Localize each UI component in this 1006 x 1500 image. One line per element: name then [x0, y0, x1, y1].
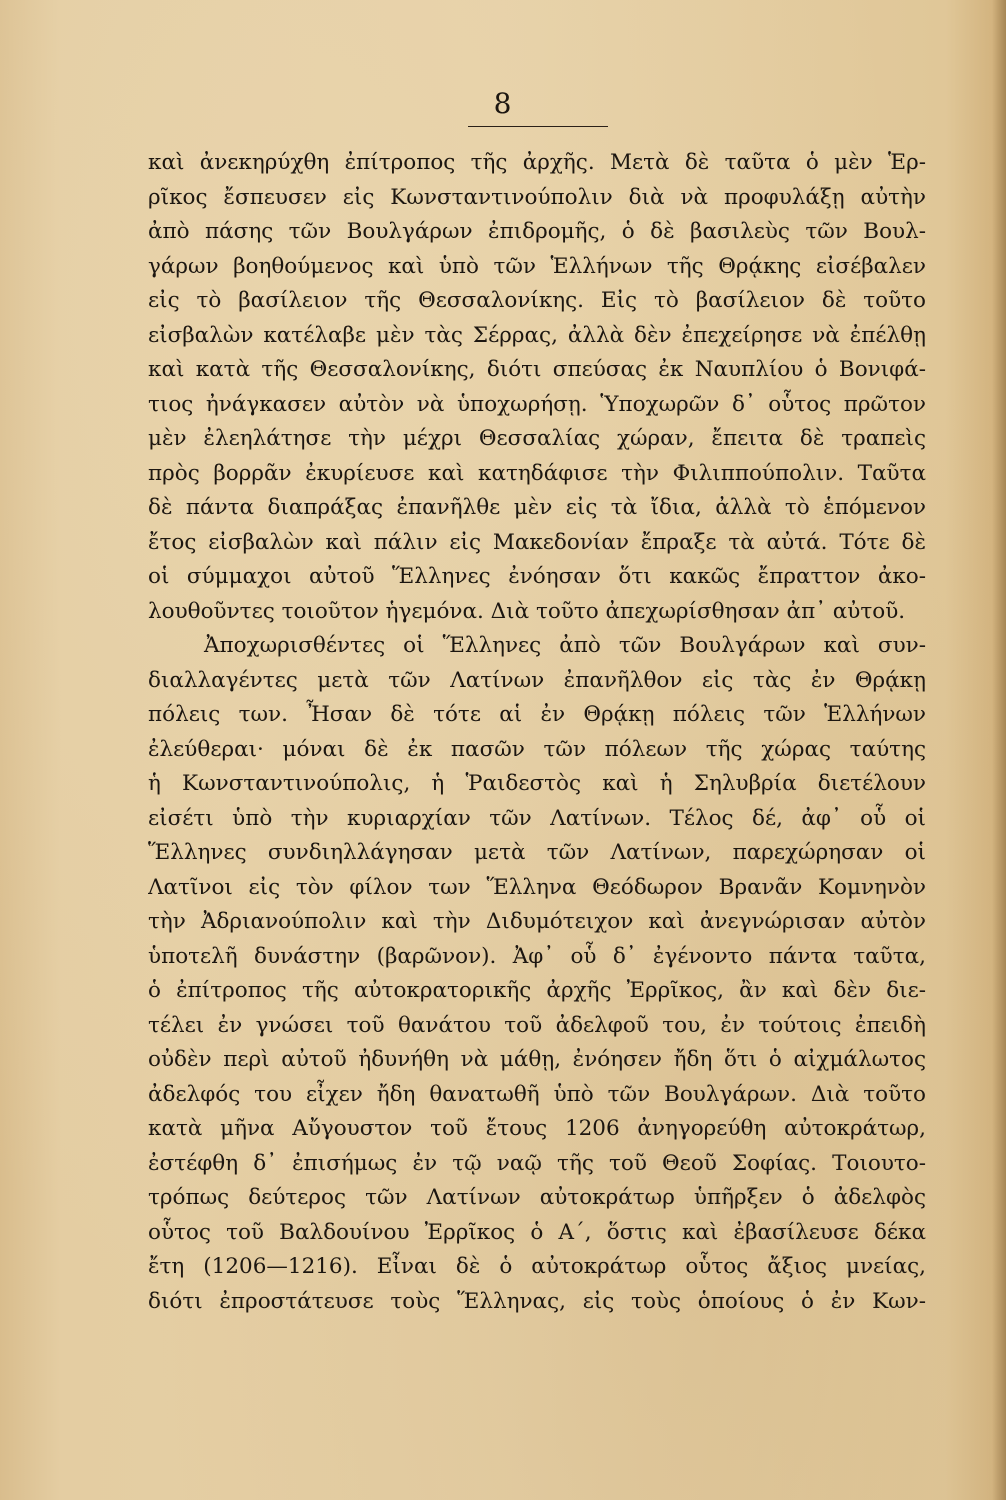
- text-line: διαλλαγέντες μετὰ τῶν Λατίνων ἐπανῆλθον εἰς τὰς ἐν Θρᾴκῃ: [148, 667, 926, 693]
- text-line: ρῖκος ἔσπευσεν εἰς Κωνσταντινούπολιν διὰ νὰ προφυλάξῃ αὐτὴν: [148, 184, 926, 210]
- paragraph-start-line: Ἀποχωρισθέντες οἱ Ἕλληνες ἀπὸ τῶν Βουλγάρων καὶ συν-: [204, 633, 926, 658]
- text-line: εἰσβαλὼν κατέλαβε μὲν τὰς Σέρρας, ἀλλὰ δὲν ἐπεχείρησε νὰ ἐπέλθῃ: [148, 322, 926, 348]
- text-line: τρόπως δεύτερος τῶν Λατίνων αὐτοκράτωρ ὑπῆρξεν ὁ ἀδελφὸς: [148, 1185, 926, 1210]
- text-line: διότι ἐπροστάτευσε τοὺς Ἕλληνας, εἰς τοὺς ὁποίους ὁ ἐν Κων-: [148, 1288, 926, 1314]
- text-line: λουθοῦντες τοιοῦτον ἡγεμόνα. Διὰ τοῦτο ἀπεχωρίσθησαν ἀπ᾽ αὐτοῦ.: [148, 598, 906, 624]
- text-line: Λατῖνοι εἰς τὸν φίλον των Ἕλληνα Θεόδωρον Βρανᾶν Κομνηνὸν: [148, 874, 926, 900]
- text-line: ἔτος εἰσβαλὼν καὶ πάλιν εἰς Μακεδονίαν ἔπραξε τὰ αὐτά. Τότε δὲ: [148, 529, 926, 555]
- text-line: οἱ σύμμαχοι αὐτοῦ Ἕλληνες ἐνόησαν ὅτι κακῶς ἔπραττον ἀκο-: [148, 564, 926, 589]
- text-line: ἡ Κωνσταντινούπολις, ἡ Ῥαιδεστὸς καὶ ἡ Σηλυβρία διετέλουν: [148, 771, 926, 796]
- text-line: ὑποτελῆ δυνάστην (βαρῶνον). Ἀφ᾽ οὗ δ᾽ ἐγένοντο πάντα ταῦτα,: [148, 943, 926, 969]
- text-line: ἀδελφός του εἶχεν ἤδη θανατωθῆ ὑπὸ τῶν Βουλγάρων. Διὰ τοῦτο: [148, 1081, 926, 1107]
- text-line: κατὰ μῆνα Αὔγουστον τοῦ ἔτους 1206 ἀνηγορεύθη αὐτοκράτωρ,: [148, 1116, 926, 1141]
- text-line: Ἕλληνες συνδιηλλάγησαν μετὰ τῶν Λατίνων, παρεχώρησαν οἱ: [148, 840, 926, 865]
- text-line: εἰς τὸ βασίλειον τῆς Θεσσαλονίκης. Εἰς τὸ βασίλειον δὲ τοῦτο: [148, 288, 926, 313]
- text-line: δὲ πάντα διαπράξας ἐπανῆλθε μὲν εἰς τὰ ἴδια, ἀλλὰ τὸ ἑπόμενον: [148, 495, 926, 520]
- text-line: μὲν ἐλεηλάτησε τὴν μέχρι Θεσσαλίας χώραν, ἔπειτα δὲ τραπεὶς: [148, 426, 926, 451]
- text-line: πρὸς βορρᾶν ἐκυρίευσε καὶ κατηδάφισε τὴν Φιλιππούπολιν. Ταῦτα: [148, 460, 926, 486]
- page-number: 8: [493, 87, 513, 120]
- text-line: οὐδὲν περὶ αὐτοῦ ἠδυνήθη νὰ μάθῃ, ἐνόησεν ἤδη ὅτι ὁ αἰχμάλωτος: [148, 1047, 926, 1072]
- text-line: γάρων βοηθούμενος καὶ ὑπὸ τῶν Ἑλλήνων τῆς Θρᾴκης εἰσέβαλεν: [148, 253, 926, 279]
- text-line: πόλεις των. Ἦσαν δὲ τότε αἱ ἐν Θρᾴκῃ πόλεις τῶν Ἑλλήνων: [148, 702, 926, 727]
- text-line: εἰσέτι ὑπὸ τὴν κυριαρχίαν τῶν Λατίνων. Τέλος δέ, ἀφ᾽ οὗ οἱ: [148, 805, 926, 831]
- text-line: τιος ἠνάγκασεν αὐτὸν νὰ ὑποχωρήσῃ. Ὑποχωρῶν δ᾽ οὗτος πρῶτον: [148, 391, 926, 417]
- text-line: τέλει ἐν γνώσει τοῦ θανάτου τοῦ ἀδελφοῦ του, ἐν τούτοις ἐπειδὴ: [148, 1012, 926, 1038]
- header-rule: [468, 126, 608, 127]
- text-line: οὗτος τοῦ Βαλδουίνου Ἐρρῖκος ὁ Α΄, ὅστις καὶ ἐβασίλευσε δέκα: [148, 1219, 926, 1245]
- text-line: ὁ ἐπίτροπος τῆς αὐτοκρατορικῆς ἀρχῆς Ἐρρῖκος, ἂν καὶ δὲν διε-: [148, 978, 926, 1003]
- text-line: ἐλεύθεραι· μόναι δὲ ἐκ πασῶν τῶν πόλεων τῆς χώρας ταύτης: [148, 736, 926, 762]
- text-line: τὴν Ἀδριανούπολιν καὶ τὴν Διδυμότειχον καὶ ἀνεγνώρισαν αὐτὸν: [148, 909, 926, 934]
- page-edge-shadow: [992, 0, 1006, 1500]
- text-line: ἔτη (1206—1216). Εἶναι δὲ ὁ αὐτοκράτωρ οὗτος ἄξιος μνείας,: [148, 1254, 926, 1279]
- text-line: ἐστέφθη δ᾽ ἐπισήμως ἐν τῷ ναῷ τῆς τοῦ Θεοῦ Σοφίας. Τοιουτο-: [148, 1150, 926, 1176]
- text-line: ἀπὸ πάσης τῶν Βουλγάρων ἐπιδρομῆς, ὁ δὲ βασιλεὺς τῶν Βουλ-: [148, 219, 926, 244]
- text-line: καὶ κατὰ τῆς Θεσσαλονίκης, διότι σπεύσας ἐκ Ναυπλίου ὁ Βονιφά-: [148, 357, 926, 382]
- text-line: καὶ ἀνεκηρύχθη ἐπίτροπος τῆς ἀρχῆς. Μετὰ δὲ ταῦτα ὁ μὲν Ἑρ-: [148, 150, 926, 175]
- body-text: [148, 146, 926, 1319]
